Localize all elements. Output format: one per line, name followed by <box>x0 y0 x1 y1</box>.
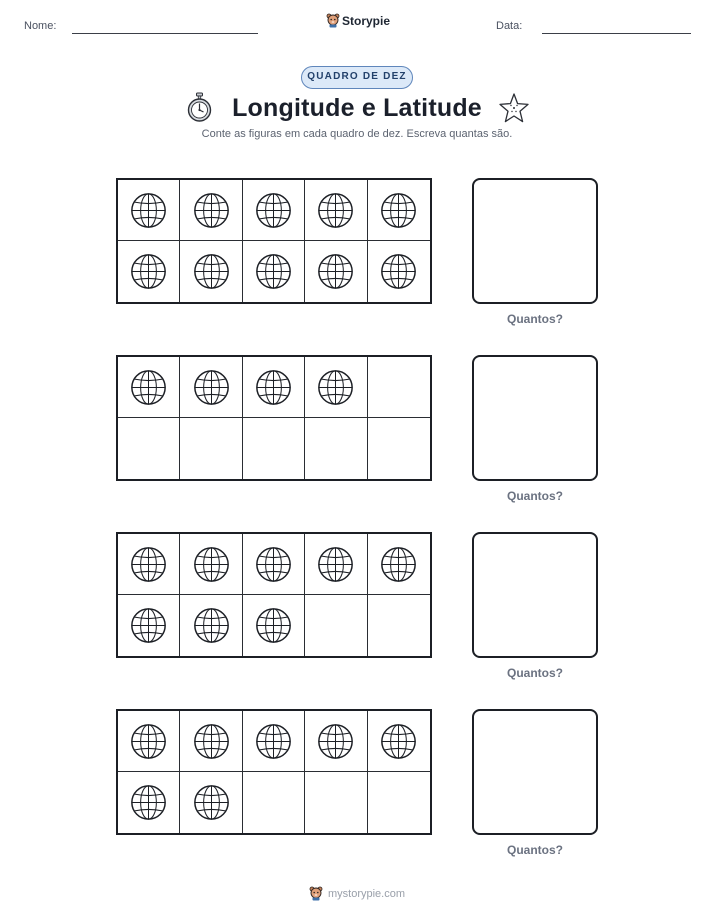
globe-icon <box>380 546 417 583</box>
ten-frame-cell <box>243 357 305 418</box>
brand-logo <box>326 13 390 28</box>
name-label: Nome: <box>24 20 57 32</box>
globe-icon <box>130 192 167 229</box>
brand-name: Storypie <box>342 13 391 28</box>
ten-frame-cell <box>118 418 180 479</box>
globe-icon <box>193 369 230 406</box>
ten-frame-cell <box>180 241 242 302</box>
starfish-icon <box>498 92 530 124</box>
ten-frame-cell <box>305 772 367 833</box>
globe-icon <box>193 607 230 644</box>
ten-frame-cell <box>180 534 242 595</box>
answer-box-2[interactable] <box>472 355 598 481</box>
ten-frame-cell <box>368 595 430 656</box>
ten-frame-3 <box>116 532 432 658</box>
ten-frame-cell <box>368 180 430 241</box>
footer <box>0 886 714 901</box>
globe-icon <box>193 546 230 583</box>
globe-icon <box>130 607 167 644</box>
globe-icon <box>380 253 417 290</box>
date-line[interactable] <box>542 33 691 34</box>
ten-frame-cell <box>180 180 242 241</box>
globe-icon <box>317 546 354 583</box>
date-label: Data: <box>496 20 523 32</box>
ten-frame-cell <box>118 595 180 656</box>
ten-frame-cell <box>243 772 305 833</box>
ten-frame-cell <box>243 241 305 302</box>
globe-icon <box>255 546 292 583</box>
ten-frame-cell <box>118 711 180 772</box>
globe-icon <box>130 784 167 821</box>
name-line[interactable] <box>72 33 258 34</box>
mascot-icon <box>326 13 340 28</box>
ten-frame-1 <box>116 178 432 304</box>
globe-icon <box>130 723 167 760</box>
ten-frame-cell <box>368 241 430 302</box>
globe-icon <box>255 723 292 760</box>
globe-icon <box>380 192 417 229</box>
ten-frame-4 <box>116 709 432 835</box>
ten-frame-cell <box>243 180 305 241</box>
ten-frame-cell <box>243 418 305 479</box>
globe-icon <box>193 723 230 760</box>
globe-icon <box>380 723 417 760</box>
answer-box-1[interactable] <box>472 178 598 304</box>
ten-frame-cell <box>243 534 305 595</box>
ten-frame-cell <box>118 534 180 595</box>
globe-icon <box>255 253 292 290</box>
mascot-icon <box>309 886 323 901</box>
answer-box-4[interactable] <box>472 709 598 835</box>
ten-frame-cell <box>368 534 430 595</box>
globe-icon <box>193 192 230 229</box>
globe-icon <box>317 192 354 229</box>
ten-frame-cell <box>305 241 367 302</box>
globe-icon <box>255 369 292 406</box>
ten-frame-cell <box>368 418 430 479</box>
worksheet-type-badge: QUADRO DE DEZ <box>301 66 413 89</box>
globe-icon <box>130 369 167 406</box>
ten-frame-cell <box>180 595 242 656</box>
ten-frame-cell <box>305 534 367 595</box>
ten-frame-cell <box>243 711 305 772</box>
answer-label-2: Quantos? <box>507 489 563 503</box>
answer-label-4: Quantos? <box>507 843 563 857</box>
globe-icon <box>317 369 354 406</box>
ten-frame-cell <box>180 772 242 833</box>
ten-frame-cell <box>305 180 367 241</box>
ten-frame-cell <box>305 595 367 656</box>
ten-frame-cell <box>118 180 180 241</box>
ten-frame-cell <box>305 357 367 418</box>
ten-frame-cell <box>180 357 242 418</box>
globe-icon <box>130 253 167 290</box>
ten-frame-cell <box>305 418 367 479</box>
ten-frame-cell <box>118 241 180 302</box>
ten-frame-cell <box>368 357 430 418</box>
instructions: Conte as figuras em cada quadro de dez. Escreva quantas são. <box>201 128 513 140</box>
page-title: Longitude e Latitude <box>232 94 482 122</box>
footer-site: mystorypie.com <box>327 887 406 900</box>
globe-icon <box>255 607 292 644</box>
globe-icon <box>317 253 354 290</box>
answer-box-3[interactable] <box>472 532 598 658</box>
ten-frame-cell <box>368 711 430 772</box>
title-row <box>0 90 714 126</box>
ten-frame-cell <box>118 772 180 833</box>
ten-frame-cell <box>368 772 430 833</box>
globe-icon <box>193 784 230 821</box>
globe-icon <box>130 546 167 583</box>
ten-frame-cell <box>118 357 180 418</box>
answer-label-1: Quantos? <box>507 312 563 326</box>
ten-frame-cell <box>180 711 242 772</box>
ten-frame-cell <box>243 595 305 656</box>
answer-label-3: Quantos? <box>507 666 563 680</box>
globe-icon <box>317 723 354 760</box>
ten-frame-2 <box>116 355 432 481</box>
globe-icon <box>255 192 292 229</box>
ten-frame-cell <box>180 418 242 479</box>
globe-icon <box>193 253 230 290</box>
ten-frame-cell <box>305 711 367 772</box>
